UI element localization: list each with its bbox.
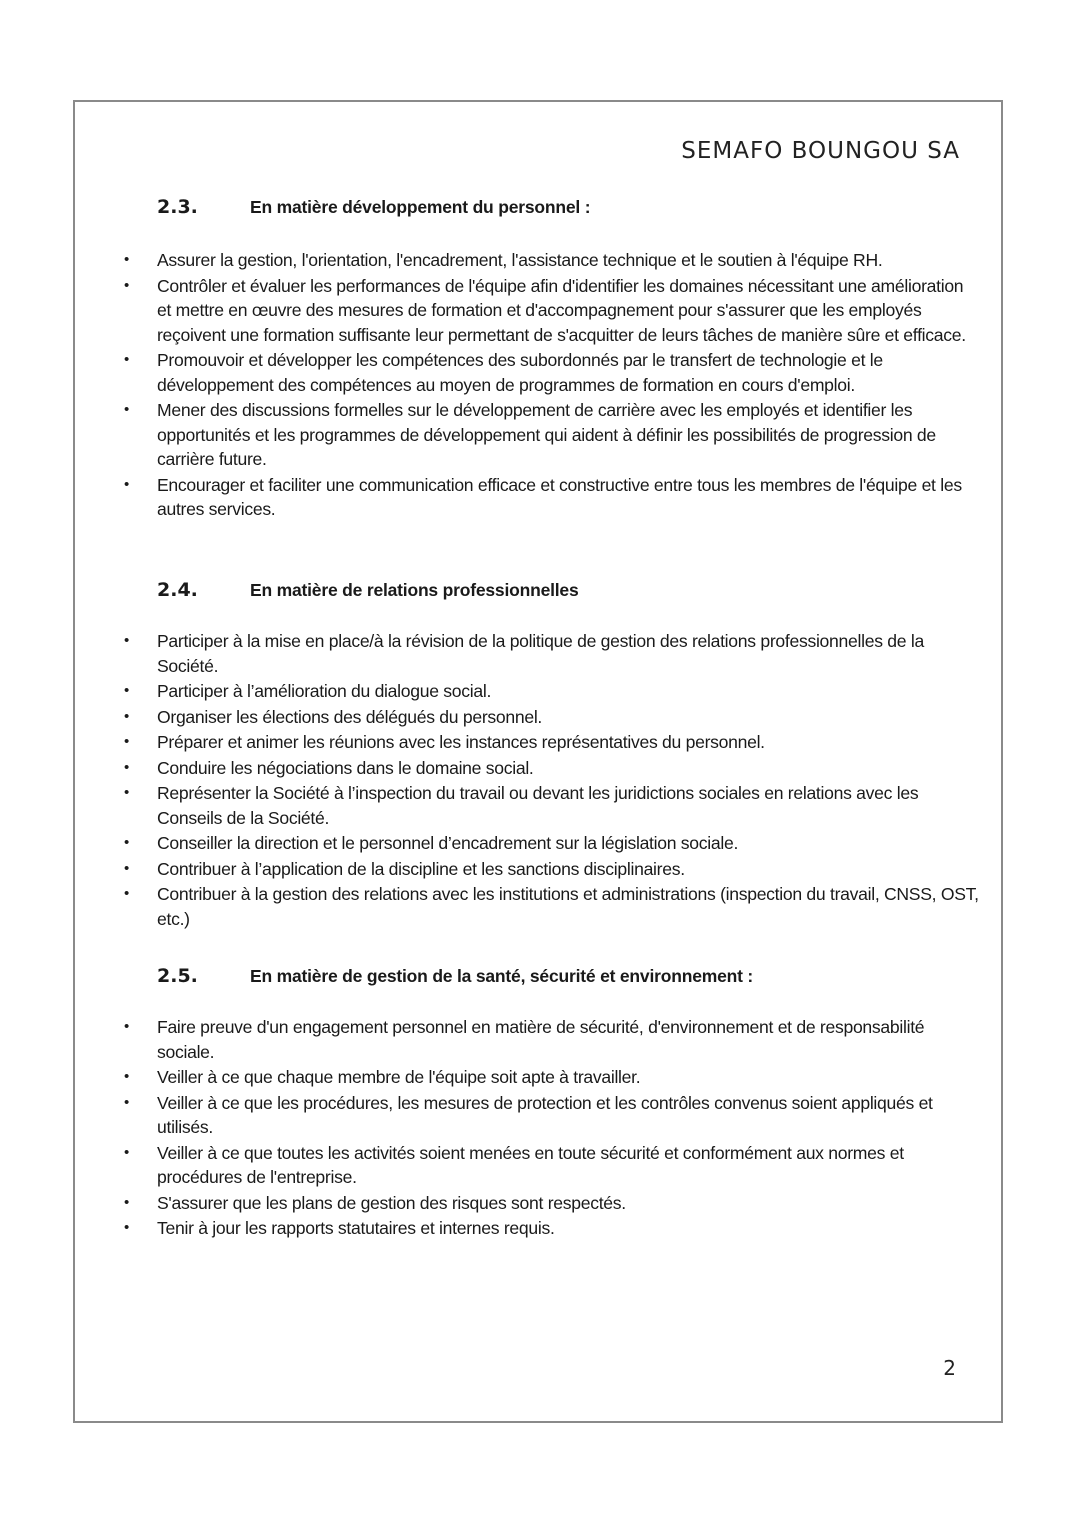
list-item: • Contribuer à l’application de la discipline et les sanctions disciplinaires. [120,857,980,882]
list-item: • Représenter la Société à l’inspection du travail ou devant les juridictions sociales en relations avec les Conseils de la Société. [124,783,919,828]
bullet-icon: • [124,401,129,418]
section-title: En matière de relations professionnelles [250,580,579,600]
section-heading-2-5 [157,965,957,987]
bullet-icon: • [124,859,129,877]
section-heading-2-3 [157,196,957,218]
bullet-icon: • [124,1193,129,1211]
bullet-icon: • [124,1068,129,1085]
list-item: • Contribuer à la gestion des relations avec les institutions et administrations (inspection du travail, CNSS, OST, etc.) [124,884,979,929]
list-item: • Tenir à jour les rapports statutaires et internes requis. [120,1216,980,1241]
bullet-icon: • [124,475,129,493]
list-item: • Contrôler et évaluer les performances de l'équipe afin d'identifier les domaines nécessitant une amélioration et mettre en œuvre des mesures de formation et d'accompagnement pour s'assurer que les employés reçoivent une formation suffisante leur permettant de s'acquitter de leurs tâches de manière sûre et efficace. [124,275,966,345]
section-number: 2.4. [157,579,198,601]
bullet-icon: • [124,276,129,294]
list-item: • S'assurer que les plans de gestion des risques sont respectés. [120,1191,980,1216]
section-title: En matière de gestion de la santé, sécurité et environnement : [250,966,754,986]
list-item: • Encourager et faciliter une communication efficace et constructive entre tous les membres de l'équipe et les autres services. [124,474,962,519]
section-number: 2.3. [157,196,198,218]
bullet-icon: • [124,758,129,776]
page-number: 2 [943,1356,956,1380]
bullet-icon: • [124,834,129,851]
list-item: • Organiser les élections des délégués du personnel. [120,705,980,730]
bullet-icon: • [124,251,129,268]
bullet-icon: • [124,682,129,699]
bullet-list-2-4 [120,629,980,932]
bullet-icon: • [124,784,129,801]
list-item: • Veiller à ce que chaque membre de l'équipe soit apte à travailler. [120,1065,980,1090]
list-item: • Conseiller la direction et le personnel d’encadrement sur la législation sociale. [120,831,980,856]
bullet-icon: • [124,632,129,649]
section-number: 2.5. [157,965,198,987]
bullet-icon: • [124,1143,129,1161]
list-item: • Promouvoir et développer les compétences des subordonnés par le transfert de technologie et le développement des compétences au moyen de programmes de formation en cours d'emploi. [124,350,883,395]
bullet-list-2-5 [120,1015,980,1242]
company-name: SEMAFO BOUNGOU SA [681,138,960,164]
list-item: • Préparer et animer les réunions avec les instances représentatives du personnel. [120,730,980,755]
section-title: En matière développement du personnel : [250,197,591,217]
bullet-icon: • [124,733,129,750]
bullet-list-2-3 [120,248,980,523]
list-item: • Mener des discussions formelles sur le développement de carrière avec les employés et identifier les opportunités et les programmes de développement qui aident à définir les possibilités de progression de carrière future. [124,400,936,469]
bullet-icon: • [124,1093,129,1111]
bullet-icon: • [124,1219,129,1236]
list-item: • Conduire les négociations dans le domaine social. [120,756,980,781]
bullet-icon: • [124,885,129,902]
section-heading-2-4 [157,579,957,601]
bullet-icon: • [124,1018,129,1035]
bullet-icon: • [124,351,129,368]
list-item: • Participer à l’amélioration du dialogue social. [120,679,980,704]
list-item: • Participer à la mise en place/à la révision de la politique de gestion des relations professionnelles de la Société. [124,631,924,676]
list-item: • Assurer la gestion, l'orientation, l'encadrement, l'assistance technique et le soutien à l'équipe RH. [120,248,980,273]
list-item: • Veiller à ce que les procédures, les mesures de protection et les contrôles convenus soient appliqués et utilisés. [124,1092,933,1137]
list-item: • Faire preuve d'un engagement personnel en matière de sécurité, d'environnement et de responsabilité sociale. [124,1017,925,1062]
bullet-icon: • [124,707,129,725]
list-item: • Veiller à ce que toutes les activités soient menées en toute sécurité et conformément aux normes et procédures de l'entreprise. [124,1142,904,1187]
